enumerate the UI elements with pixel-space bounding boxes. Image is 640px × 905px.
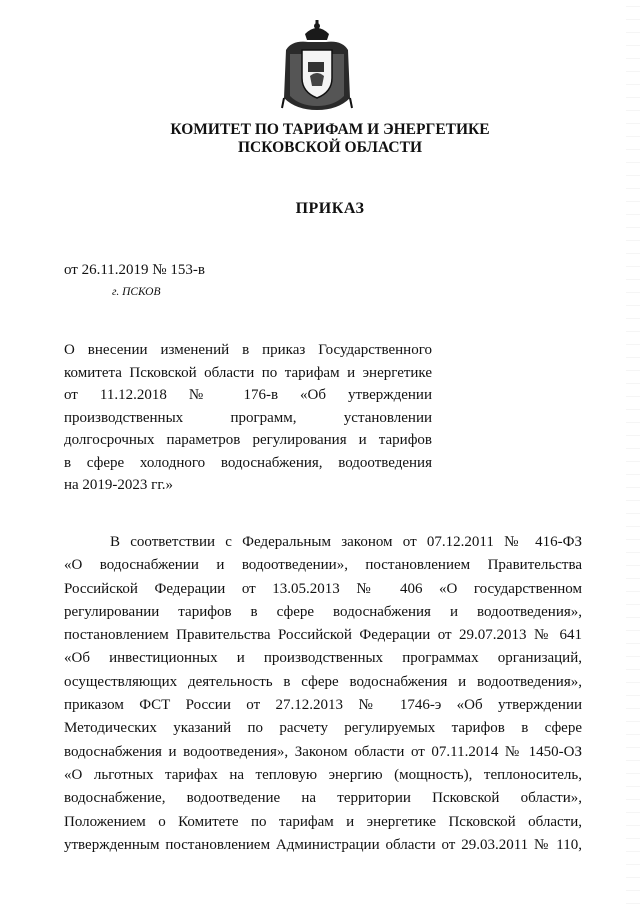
body-line: Положением о Комитете по тарифам и энергетике Псковской области,: [64, 813, 582, 830]
body-line: Российской Федерации от 13.05.2013 № 406 «О государственном: [64, 580, 582, 597]
body-line: «Об инвестиционных и производственных программах организаций,: [64, 650, 582, 667]
subject-line: от 11.12.2018 № 176-в «Об утверждении: [64, 387, 432, 403]
committee-name-line2: ПСКОВСКОЙ ОБЛАСТИ: [237, 139, 422, 156]
body-line: регулировании тарифов в сфере водоснабжения и водоотведения»,: [64, 603, 582, 620]
body-line: утвержденным постановлением Администрации области от 29.03.2011 № 110,: [64, 836, 582, 853]
subject-line: производственных программ, установлении: [64, 409, 432, 426]
body-line: «О льготных тарифах на тепловую энергию (мощность), теплоноситель,: [64, 766, 582, 783]
subject-line: комитета Псковской области по тарифам и энергетике: [64, 364, 432, 381]
document-type-title: ПРИКАЗ: [295, 200, 365, 217]
body-line: «О водоснабжении и водоотведении», постановлением Правительства: [64, 557, 582, 574]
subject-line: на 2019-2023 гг.»: [64, 477, 174, 493]
body-line: постановлением Правительства Российской Федерации от 29.07.2013 № 641: [64, 627, 582, 644]
subject-line: О внесении изменений в приказ Государственного: [64, 342, 432, 358]
body-line: осуществляющих деятельность в сфере водоснабжения и водоотведения»,: [64, 673, 582, 690]
order-subject: [64, 339, 432, 497]
city-label: г. ПСКОВ: [112, 286, 161, 298]
order-body-text: [64, 531, 582, 857]
body-line: приказом ФСТ России от 27.12.2013 № 1746-э «Об утверждении: [64, 697, 582, 714]
body-line: водоснабжения и водоотведения», Законом области от 07.11.2014 № 1450-ОЗ: [64, 743, 582, 760]
coat-of-arms-emblem: [278, 20, 356, 112]
body-line: водоснабжение, водоотведение на территории Псковской области»,: [64, 790, 582, 807]
body-line: Методических указаний по расчету регулируемых тарифов в сфере: [64, 720, 582, 737]
body-line: В соответствии с Федеральным законом от 07.12.2011 № 416-ФЗ: [110, 534, 582, 550]
committee-name-line1: КОМИТЕТ ПО ТАРИФАМ И ЭНЕРГЕТИКЕ: [170, 121, 490, 138]
subject-line: долгосрочных параметров регулирования и тарифов: [64, 432, 432, 448]
subject-line: в сфере холодного водоснабжения, водоотведения: [64, 454, 432, 471]
order-date-number: от 26.11.2019 № 153-в: [64, 262, 205, 278]
